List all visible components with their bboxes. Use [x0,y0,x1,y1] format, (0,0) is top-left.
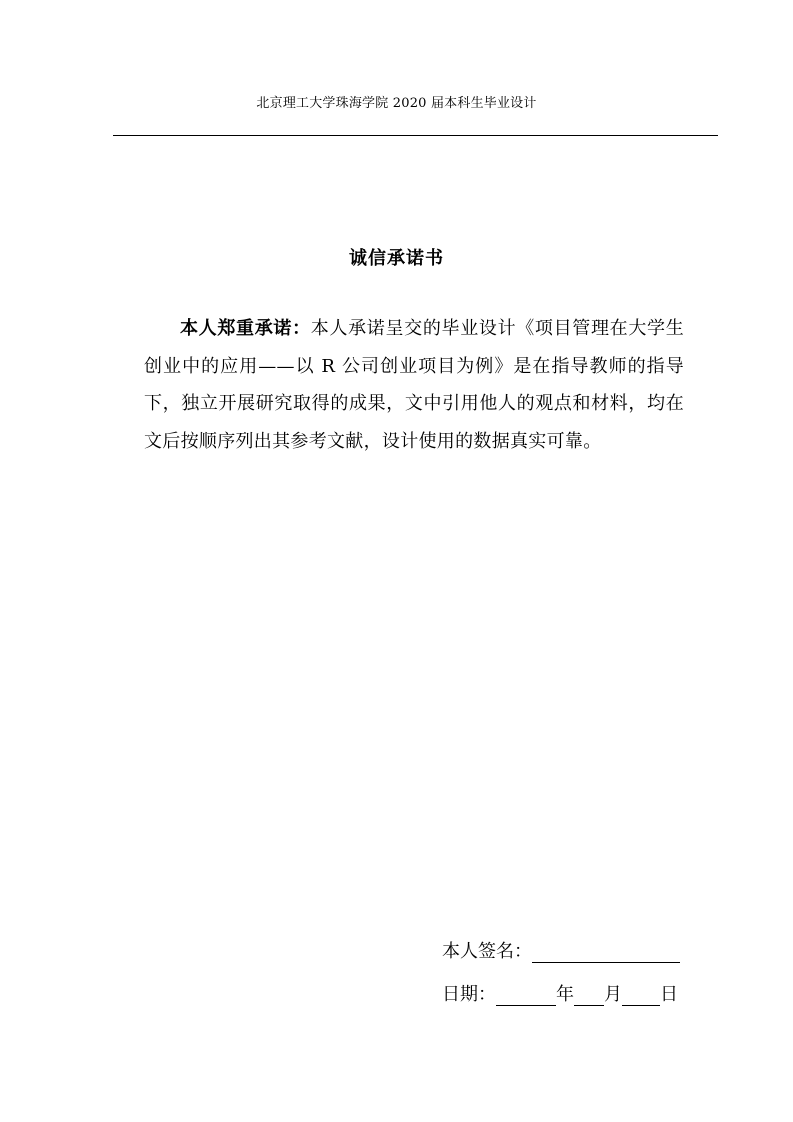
pledge-paragraph [144,310,684,460]
month-label: 月 [604,984,622,1005]
pledge-text: 本人承诺呈交的毕业设计《项目管理在大学生创业中的应用——以 R 公司创业项目为例》是在指导教师的指导下，独立开展研究取得的成果，文中引用他人的观点和材料，均在文后按顺序列出其参考文献，设计使用的数据真实可靠。 [144,318,684,452]
year-blank[interactable] [496,985,556,1006]
page-title: 诚信承诺书 [349,248,444,269]
date-label: 日期： [442,984,496,1005]
signature-line [442,937,680,963]
date-line [442,980,678,1006]
running-header: 北京理工大学珠海学院 2020 届本科生毕业设计 [256,96,537,111]
header-divider [113,135,718,136]
signature-blank[interactable] [532,942,680,963]
signature-label: 本人签名： [442,941,532,962]
pledge-lead: 本人郑重承诺： [180,318,311,339]
day-blank[interactable] [622,985,660,1006]
month-blank[interactable] [574,985,604,1006]
day-label: 日 [660,984,678,1005]
year-label: 年 [556,984,574,1005]
